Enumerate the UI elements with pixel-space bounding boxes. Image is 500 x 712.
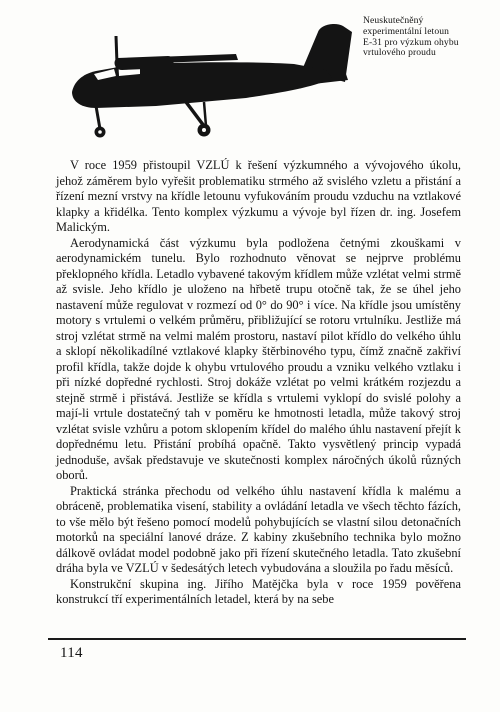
paragraph: V roce 1959 přistoupil VZLÚ k řešení výzkumného a vývojového úkolu, jehož záměrem bylo vyřešit problematiku strmého až svislého vzletu a přistání a řízení mezní vrstvy na křídle letounu vyfukováním proudu vzduchu na vztlakové klapky a křidélka. Tento komplex výzkumu a vývoje byl řízen dr. ing. Josefem Malickým. [56,158,461,234]
figure-caption [363,16,489,59]
body-text [56,158,461,608]
page-number: 114 [60,645,83,661]
experimental-aircraft-silhouette-icon [72,24,352,137]
footer-rule [48,638,466,640]
paragraph: Praktická stránka přechodu od velkého úhlu nastavení křídla k malému a obráceně, problematika visení, stability a ovládání letadla ve všech těchto fázích, to vše mělo být řešeno pomocí modelů pohybujících se vlastní silou detonačních motorků na speciální lanové dráze. Z kabiny zkušebního technika bylo možno dálkově ovládat model podobně jako při řízení skutečného letadla. Tato zkušební dráha byla ve VZLÚ v šedesátých letech vybudována a sloužila po řadu měsíců. [56,483,461,575]
caption-line: experimentální letoun [363,25,450,37]
caption-line: vrtulového proudu [363,47,436,59]
caption-line: E-31 pro výzkum ohybu [363,36,459,48]
paragraph: Aerodynamická část výzkumu byla podložena četnými zkouškami v aerodynamickém tunelu. Bylo rozhodnuto věnovat se nejprve problému překlopného křídla. Letadlo vybavené takovým křídlem může vzlétat velmi strmě až svisle. Jeho křídlo je uloženo na hřbetě trupu otočně tak, že se úhel jeho nastavení může regulovat v rozmezí od 0° do 90° i více. Na křídle jsou umístěny motory s vrtulemi o velkém průměru, přibližující se rotoru vrtulníku. Jestliže má stroj vzlétat strmě na velmi malém prostoru, nastaví pilot křídlo do velkého úhlu a sklopí několikadílné vztlakové klapky štěrbinového typu, čímž značně zakřiví profil křídla, takže dojde k ohybu vrtulového proudu a vzniku velkého vztlaku i při nízké dopředné rychlosti. Stroj dokáže vzlétat po velmi krátkém rozjezdu a stejně strmě i přistává. Jestliže se křídla s vrtulemi vyklopí do svislé polohy a mají-li vrtule dostatečný tah v poměru ke hmotnosti letadla, může takový stroj vzlétat svisle vzhůru a potom sklopením křídel do malého úhlu nastavení přejít k dopřednému letu. Přistání probíhá opačně. Takto vysvětlený princip vypadá jednoduše, avšak představuje ve skutečnosti komplex náročných úkolů různých oborů. [56,235,461,482]
aircraft-illustration [56,14,356,139]
paragraph: Konstrukční skupina ing. Jiřího Matějčka byla v roce 1959 pověřena konstrukcí tří experimentálních letadel, která by na sebe [56,576,461,606]
caption-line: Neuskutečněný [363,15,424,26]
